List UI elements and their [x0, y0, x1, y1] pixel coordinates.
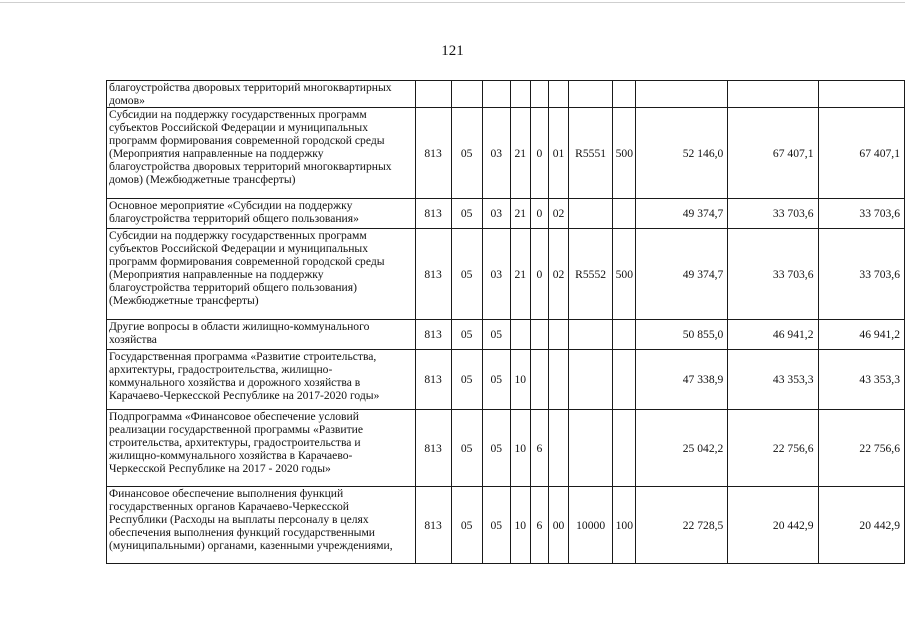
- measure-code-cell: 00: [549, 487, 569, 564]
- expense-type-cell: 500: [613, 108, 636, 199]
- expense-type-cell: [613, 410, 636, 487]
- table-row: [107, 108, 905, 199]
- section-cell: 05: [451, 350, 482, 410]
- amount-year3-cell: 43 353,3: [818, 350, 905, 410]
- amount-year3-cell: 33 703,6: [818, 199, 905, 229]
- expense-name-line: строительства, архитектуры, градостроительства и: [109, 436, 361, 449]
- amount-year2-cell: 46 941,2: [728, 320, 818, 350]
- amount-year3-cell: [818, 81, 905, 108]
- subprogram-code-cell: 0: [530, 199, 548, 229]
- expense-name-line: благоустройства дворовых территорий многоквартирных: [109, 81, 392, 94]
- amount-year1-cell: 49 374,7: [636, 199, 728, 229]
- expense-name-line: Карачаево-Черкесской Республике на 2017-2020 годы»: [109, 389, 380, 402]
- expense-name-line: Подпрограмма «Финансовое обеспечение условий: [109, 410, 359, 423]
- grbs-cell: 813: [415, 229, 451, 320]
- amount-year3-cell: 33 703,6: [818, 229, 905, 320]
- amount-year3-cell: 22 756,6: [818, 410, 905, 487]
- amount-year2-cell: 20 442,9: [728, 487, 818, 564]
- subprogram-code-cell: 0: [530, 229, 548, 320]
- amount-year1-cell: 50 855,0: [636, 320, 728, 350]
- subsection-cell: [482, 81, 510, 108]
- expense-type-cell: [613, 320, 636, 350]
- measure-code-cell: 02: [549, 229, 569, 320]
- page-number: 121: [441, 43, 464, 59]
- expense-name-cell: [107, 487, 416, 564]
- expense-name-line: (Мероприятия направленные на поддержку: [109, 147, 324, 160]
- program-code-cell: [510, 81, 530, 108]
- amount-year1-cell: 49 374,7: [636, 229, 728, 320]
- subsection-cell: 05: [482, 487, 510, 564]
- expense-type-cell: 500: [613, 229, 636, 320]
- table-row: [107, 410, 905, 487]
- expense-name-line: (Мероприятия направленные на поддержку: [109, 268, 324, 281]
- expense-name-cell: [107, 350, 416, 410]
- amount-year1-cell: 22 728,5: [636, 487, 728, 564]
- subsection-cell: 05: [482, 320, 510, 350]
- grbs-cell: 813: [415, 410, 451, 487]
- subprogram-code-cell: 6: [530, 487, 548, 564]
- section-cell: 05: [451, 229, 482, 320]
- amount-year3-cell: 67 407,1: [818, 108, 905, 199]
- grbs-cell: 813: [415, 487, 451, 564]
- expense-type-cell: 100: [613, 487, 636, 564]
- expense-name-line: Субсидии на поддержку государственных программ: [109, 229, 367, 242]
- program-code-cell: [510, 320, 530, 350]
- expense-name-line: Другие вопросы в области жилищно-коммунального: [109, 320, 370, 333]
- expense-name-line: Основное мероприятие «Субсидии на поддержку: [109, 199, 353, 212]
- grbs-cell: 813: [415, 199, 451, 229]
- measure-code-cell: [549, 320, 569, 350]
- expense-name-line: коммунального хозяйства и дорожного хозяйства в: [109, 376, 361, 389]
- expense-name-line: благоустройства территорий общего пользования): [109, 281, 357, 294]
- section-cell: 05: [451, 487, 482, 564]
- grbs-cell: 813: [415, 108, 451, 199]
- expense-name-line: государственных органов Карачаево-Черкесской: [109, 500, 349, 513]
- section-cell: 05: [451, 108, 482, 199]
- expense-name-line: (Межбюджетные трансферты): [109, 294, 259, 307]
- amount-year1-cell: 25 042,2: [636, 410, 728, 487]
- subprogram-code-cell: [530, 81, 548, 108]
- amount-year2-cell: [728, 81, 818, 108]
- budget-table: [106, 80, 905, 564]
- section-cell: 05: [451, 410, 482, 487]
- direction-code-cell: [568, 81, 612, 108]
- measure-code-cell: [549, 81, 569, 108]
- amount-year1-cell: [636, 81, 728, 108]
- program-code-cell: 10: [510, 410, 530, 487]
- section-cell: [451, 81, 482, 108]
- measure-code-cell: 02: [549, 199, 569, 229]
- amount-year2-cell: 67 407,1: [728, 108, 818, 199]
- amount-year1-cell: 47 338,9: [636, 350, 728, 410]
- grbs-cell: [415, 81, 451, 108]
- table-row: [107, 229, 905, 320]
- expense-name-line: Финансовое обеспечение выполнения функций: [109, 487, 344, 500]
- expense-name-line: программ формирования современной городской среды: [109, 255, 385, 268]
- expense-name-line: Черкесской Республике на 2017 - 2020 годы»: [109, 462, 331, 475]
- expense-name-line: Субсидии на поддержку государственных программ: [109, 108, 367, 121]
- expense-name-cell: [107, 229, 416, 320]
- amount-year2-cell: 22 756,6: [728, 410, 818, 487]
- expense-name-line: субъектов Российской Федерации и муниципальных: [109, 121, 369, 134]
- expense-type-cell: [613, 199, 636, 229]
- expense-name-line: реализации государственной программы «Развитие: [109, 423, 364, 436]
- measure-code-cell: 01: [549, 108, 569, 199]
- subsection-cell: 03: [482, 108, 510, 199]
- expense-name-line: архитектуры, градостроительства, жилищно-: [109, 363, 333, 376]
- grbs-cell: 813: [415, 320, 451, 350]
- expense-name-line: хозяйства: [109, 333, 157, 346]
- expense-name-line: благоустройства дворовых территорий многоквартирных: [109, 160, 392, 173]
- table-row: [107, 350, 905, 410]
- subprogram-code-cell: 6: [530, 410, 548, 487]
- expense-name-line: (муниципальными) органами, казенными учреждениями,: [109, 539, 393, 552]
- subprogram-code-cell: [530, 350, 548, 410]
- direction-code-cell: [568, 320, 612, 350]
- direction-code-cell: R5552: [568, 229, 612, 320]
- subsection-cell: 03: [482, 199, 510, 229]
- scan-edge-line: [0, 2, 905, 3]
- expense-name-cell: [107, 320, 416, 350]
- direction-code-cell: R5551: [568, 108, 612, 199]
- section-cell: 05: [451, 199, 482, 229]
- direction-code-cell: [568, 199, 612, 229]
- expense-name-line: домов) (Межбюджетные трансферты): [109, 173, 296, 186]
- expense-name-line: программ формирования современной городской среды: [109, 134, 385, 147]
- expense-name-line: домов»: [109, 94, 145, 107]
- expense-type-cell: [613, 350, 636, 410]
- amount-year2-cell: 33 703,6: [728, 229, 818, 320]
- expense-name-line: жилищно-коммунального хозяйства в Карачаево-: [109, 449, 353, 462]
- expense-name-cell: [107, 108, 416, 199]
- direction-code-cell: [568, 410, 612, 487]
- section-cell: 05: [451, 320, 482, 350]
- subsection-cell: 03: [482, 229, 510, 320]
- expense-name-line: Государственная программа «Развитие строительства,: [109, 350, 377, 363]
- expense-type-cell: [613, 81, 636, 108]
- expense-name-line: благоустройства территорий общего пользования»: [109, 212, 359, 225]
- expense-name-cell: [107, 81, 416, 108]
- program-code-cell: 10: [510, 487, 530, 564]
- subprogram-code-cell: [530, 320, 548, 350]
- amount-year3-cell: 46 941,2: [818, 320, 905, 350]
- table-row: [107, 81, 905, 108]
- grbs-cell: 813: [415, 350, 451, 410]
- table-row: [107, 487, 905, 564]
- amount-year1-cell: 52 146,0: [636, 108, 728, 199]
- measure-code-cell: [549, 410, 569, 487]
- amount-year3-cell: 20 442,9: [818, 487, 905, 564]
- program-code-cell: 10: [510, 350, 530, 410]
- program-code-cell: 21: [510, 229, 530, 320]
- program-code-cell: 21: [510, 108, 530, 199]
- expense-name-line: обеспечения выполнения функций государственными: [109, 526, 376, 539]
- measure-code-cell: [549, 350, 569, 410]
- expense-name-cell: [107, 199, 416, 229]
- direction-code-cell: [568, 350, 612, 410]
- expense-name-cell: [107, 410, 416, 487]
- subsection-cell: 05: [482, 350, 510, 410]
- table-row: [107, 199, 905, 229]
- subsection-cell: 05: [482, 410, 510, 487]
- expense-name-line: Республики (Расходы на выплаты персоналу в целях: [109, 513, 369, 526]
- subprogram-code-cell: 0: [530, 108, 548, 199]
- amount-year2-cell: 33 703,6: [728, 199, 818, 229]
- expense-name-line: субъектов Российской Федерации и муниципальных: [109, 242, 369, 255]
- program-code-cell: 21: [510, 199, 530, 229]
- direction-code-cell: 10000: [568, 487, 612, 564]
- table-row: [107, 320, 905, 350]
- amount-year2-cell: 43 353,3: [728, 350, 818, 410]
